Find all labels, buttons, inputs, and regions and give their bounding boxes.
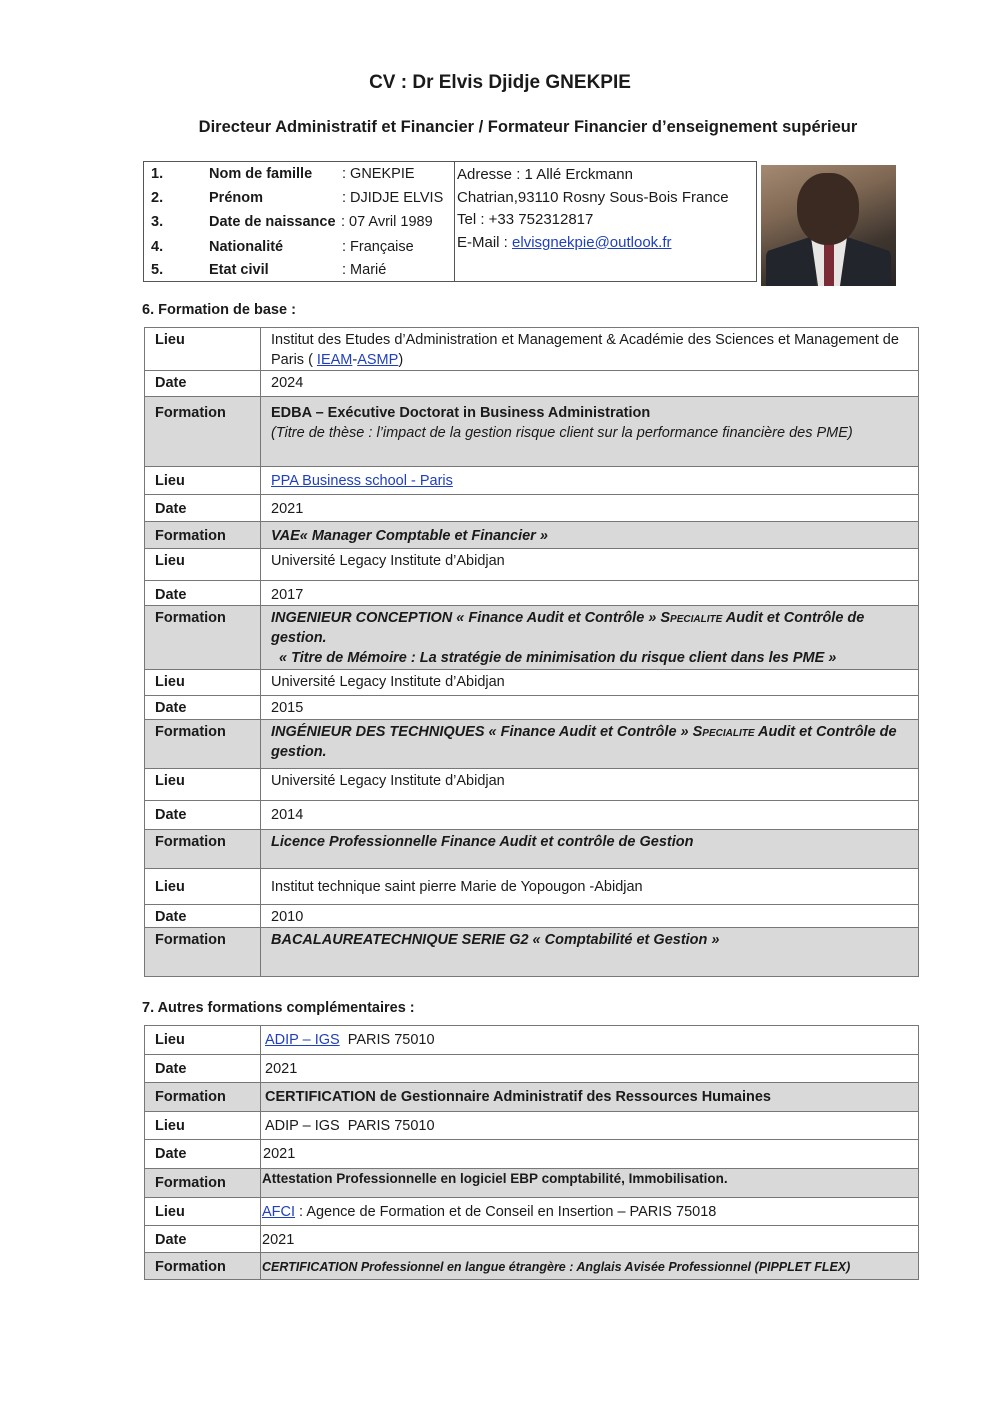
cv-title: CV : Dr Elvis Djidje GNEKPIE bbox=[369, 72, 631, 93]
table-row bbox=[145, 606, 919, 670]
autres-formations-table bbox=[144, 1025, 919, 1280]
row-number: 1. bbox=[151, 166, 164, 182]
date-label: Date bbox=[145, 1055, 261, 1083]
formation-value: EDBA – Exécutive Doctorat in Business Administration (Titre de thèse : l’impact de la gestion risque client sur la performance financière des PME) bbox=[261, 397, 919, 467]
formation-value: Licence Professionnelle Finance Audit et contrôle de Gestion bbox=[261, 830, 919, 869]
lieu-label: Lieu bbox=[145, 1198, 261, 1226]
date-label: Date bbox=[145, 696, 261, 720]
formation-label: Formation bbox=[145, 522, 261, 549]
row-number: 4. bbox=[151, 239, 164, 255]
photo-face bbox=[797, 173, 859, 245]
table-row bbox=[145, 397, 919, 467]
table-row bbox=[145, 1198, 919, 1226]
date-label: Date bbox=[145, 801, 261, 830]
email-label: E-Mail : bbox=[457, 233, 513, 251]
asmp-link[interactable]: ASMP bbox=[357, 352, 399, 368]
lieu-value: Institut des Etudes d’Administration et Management & Académie des Sciences et Management de Paris ( IEAM-ASMP) bbox=[261, 328, 919, 371]
lieu-label: Lieu bbox=[145, 549, 261, 581]
formation-value: VAE« Manager Comptable et Financier » bbox=[261, 522, 919, 549]
table-row bbox=[145, 1226, 919, 1253]
date-value: 2021 bbox=[261, 1140, 919, 1169]
lieu-value bbox=[261, 467, 919, 495]
adip-igs-link[interactable]: ADIP – IGS bbox=[265, 1032, 340, 1048]
lieu-value: Université Legacy Institute d’Abidjan bbox=[261, 769, 919, 801]
table-row bbox=[145, 1112, 919, 1140]
field-label: Date de naissance bbox=[209, 214, 336, 230]
formation-label: Formation bbox=[145, 720, 261, 769]
lieu-label: Lieu bbox=[145, 1026, 261, 1055]
formation-label: Formation bbox=[145, 397, 261, 467]
formation-label: Formation bbox=[145, 1253, 261, 1280]
ppa-link[interactable]: PPA Business school - Paris bbox=[271, 473, 453, 489]
table-row bbox=[145, 371, 919, 397]
row-number: 5. bbox=[151, 262, 164, 278]
photo-tie bbox=[824, 243, 834, 286]
date-value: 2024 bbox=[261, 371, 919, 397]
field-label: Nom de famille bbox=[209, 166, 313, 182]
phone: Tel : +33 752312817 bbox=[457, 211, 594, 228]
table-row bbox=[145, 581, 919, 606]
table-row bbox=[145, 522, 919, 549]
profile-photo bbox=[761, 165, 896, 286]
table-row bbox=[145, 905, 919, 928]
field-value: : DJIDJE ELVIS bbox=[342, 190, 444, 206]
cv-subtitle: Directeur Administratif et Financier / Formateur Financier d’enseignement supérieur bbox=[198, 118, 858, 136]
lieu-value: ADIP – IGS PARIS 75010 bbox=[261, 1112, 919, 1140]
table-row bbox=[145, 1169, 919, 1198]
formation-label: Formation bbox=[145, 830, 261, 869]
table-row bbox=[145, 928, 919, 977]
field-value: : Française bbox=[342, 239, 414, 255]
field-value: : 07 Avril 1989 bbox=[341, 214, 433, 230]
table-row bbox=[145, 1083, 919, 1112]
ieam-link[interactable]: IEAM bbox=[316, 352, 353, 368]
table-row bbox=[145, 830, 919, 869]
lieu-label: Lieu bbox=[145, 769, 261, 801]
lieu-value: Institut technique saint pierre Marie de Yopougon -Abidjan bbox=[261, 869, 919, 905]
lieu-label: Lieu bbox=[145, 1112, 261, 1140]
formation-label: Formation bbox=[145, 1169, 261, 1198]
formation-value: Attestation Professionnelle en logiciel EBP comptabilité, Immobilisation. bbox=[261, 1169, 919, 1198]
section-6-title: 6. Formation de base : bbox=[142, 302, 296, 318]
identity-box bbox=[143, 161, 757, 282]
formation-de-base-table bbox=[144, 327, 919, 977]
formation-value: CERTIFICATION Professionnel en langue étrangère : Anglais Avisée Professionnel (PIPPLET FLEX) bbox=[261, 1253, 919, 1280]
date-value: 2015 bbox=[261, 696, 919, 720]
field-label: Nationalité bbox=[209, 239, 284, 255]
field-value: : Marié bbox=[342, 262, 387, 278]
date-value: 2017 bbox=[261, 581, 919, 606]
table-row bbox=[145, 801, 919, 830]
table-row bbox=[145, 549, 919, 581]
table-row bbox=[145, 696, 919, 720]
email-line bbox=[457, 232, 729, 255]
date-value: 2010 bbox=[261, 905, 919, 928]
email-link[interactable]: elvisgnekpie@outlook.fr bbox=[512, 233, 672, 251]
table-row bbox=[145, 1140, 919, 1169]
lieu-value: AFCI : Agence de Formation et de Conseil en Insertion – PARIS 75018 bbox=[261, 1198, 919, 1226]
date-label: Date bbox=[145, 581, 261, 606]
lieu-label: Lieu bbox=[145, 328, 261, 371]
table-row bbox=[145, 328, 919, 371]
table-row bbox=[145, 1253, 919, 1280]
table-row bbox=[145, 769, 919, 801]
table-row bbox=[145, 670, 919, 696]
formation-value: BACALAUREATECHNIQUE SERIE G2 « Comptabilité et Gestion » bbox=[261, 928, 919, 977]
lieu-value: Université Legacy Institute d’Abidjan bbox=[261, 670, 919, 696]
date-label: Date bbox=[145, 1226, 261, 1253]
date-label: Date bbox=[145, 495, 261, 522]
formation-label: Formation bbox=[145, 1083, 261, 1112]
formation-value: CERTIFICATION de Gestionnaire Administratif des Ressources Humaines bbox=[261, 1083, 919, 1112]
table-row bbox=[145, 467, 919, 495]
date-value: 2021 bbox=[261, 1226, 919, 1253]
formation-value: INGENIEUR CONCEPTION « Finance Audit et Contrôle » Specialite Audit et Contrôle de gestion. « Titre de Mémoire : La stratégie de minimisation du risque client dans les PME » bbox=[261, 606, 919, 670]
table-row bbox=[145, 495, 919, 522]
lieu-value: Université Legacy Institute d’Abidjan bbox=[261, 549, 919, 581]
row-number: 3. bbox=[151, 214, 164, 230]
date-label: Date bbox=[145, 1140, 261, 1169]
lieu-value: ADIP – IGS PARIS 75010 bbox=[261, 1026, 919, 1055]
formation-value: INGÉNIEUR DES TECHNIQUES « Finance Audit et Contrôle » Specialite Audit et Contrôle de gestion. bbox=[261, 720, 919, 769]
row-number: 2. bbox=[151, 190, 164, 206]
table-row bbox=[145, 1055, 919, 1083]
formation-label: Formation bbox=[145, 606, 261, 670]
section-7-title: 7. Autres formations complémentaires : bbox=[142, 1000, 415, 1016]
date-value: 2021 bbox=[261, 495, 919, 522]
lieu-label: Lieu bbox=[145, 467, 261, 495]
lieu-label: Lieu bbox=[145, 869, 261, 905]
field-value: : GNEKPIE bbox=[342, 166, 415, 182]
address-line-1: Adresse : 1 Allé Erckmann bbox=[457, 166, 633, 183]
date-label: Date bbox=[145, 905, 261, 928]
lieu-label: Lieu bbox=[145, 670, 261, 696]
table-row bbox=[145, 720, 919, 769]
formation-label: Formation bbox=[145, 928, 261, 977]
afci-link[interactable]: AFCI bbox=[262, 1204, 296, 1220]
identity-list bbox=[144, 162, 455, 281]
field-label: Etat civil bbox=[209, 262, 269, 278]
address-line-2: Chatrian,93110 Rosny Sous-Bois France bbox=[457, 188, 729, 206]
table-row bbox=[145, 1026, 919, 1055]
table-row bbox=[145, 869, 919, 905]
date-value: 2021 bbox=[261, 1055, 919, 1083]
date-value: 2014 bbox=[261, 801, 919, 830]
contact-block bbox=[457, 164, 729, 254]
field-label: Prénom bbox=[209, 190, 263, 206]
date-label: Date bbox=[145, 371, 261, 397]
